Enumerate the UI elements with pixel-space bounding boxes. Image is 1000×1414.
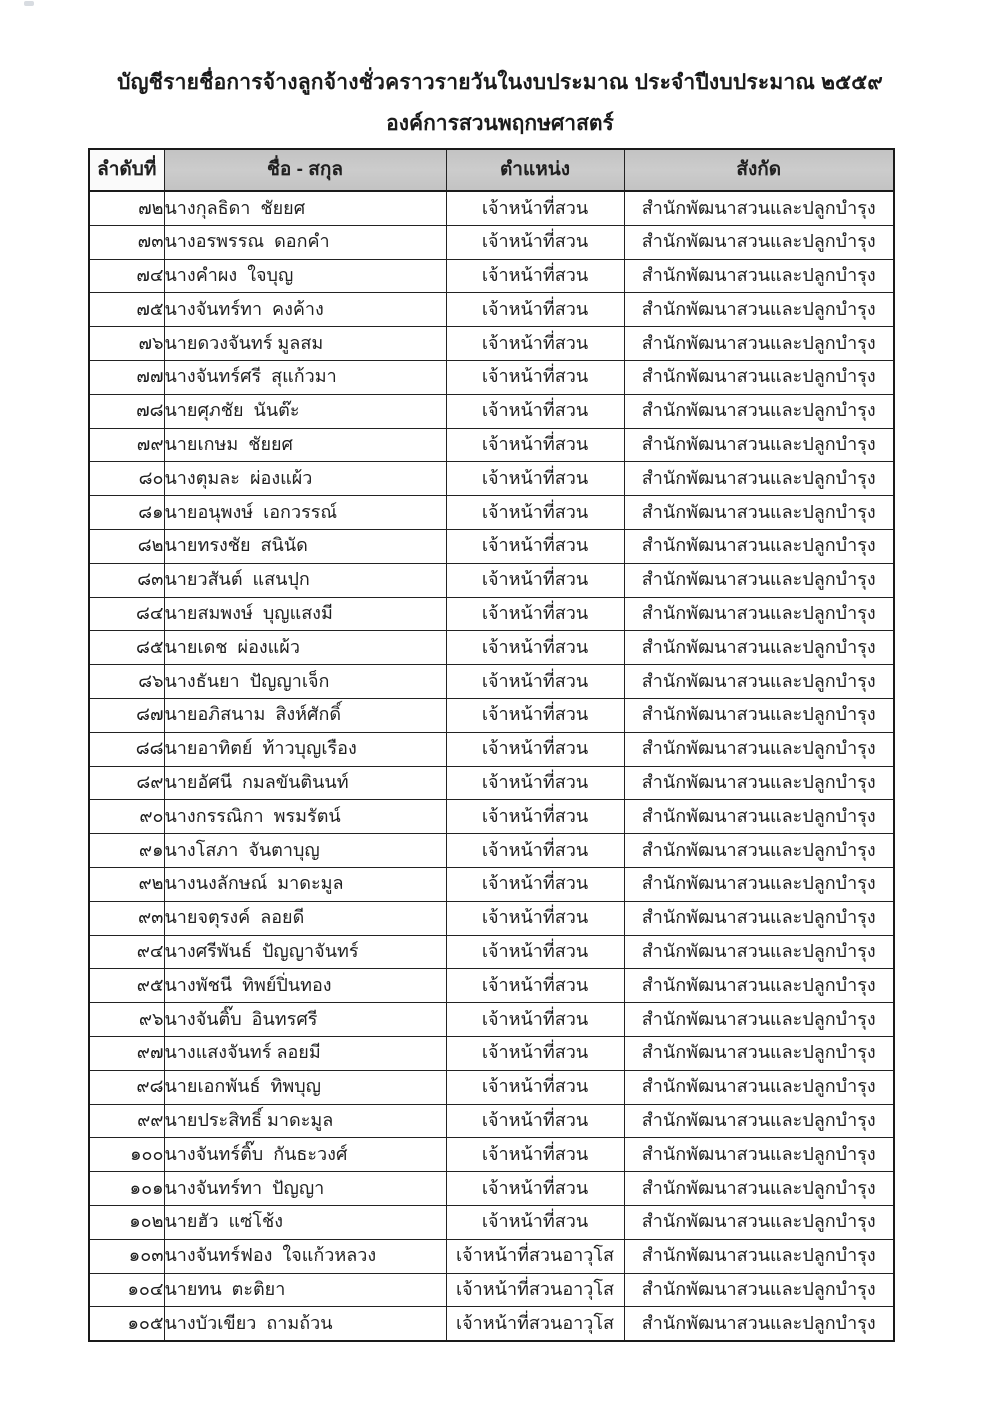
table-row	[89, 360, 894, 394]
position-cell: เจ้าหน้าที่สวน	[446, 1104, 624, 1138]
page-title: บัญชีรายชื่อการจ้างลูกจ้างชั่วคราวรายวันในงบประมาณ ประจำปีงบประมาณ ๒๕๕๙	[117, 71, 883, 94]
position-cell: เจ้าหน้าที่สวนอาวุโส	[446, 1239, 624, 1273]
table-row	[89, 631, 894, 665]
position-cell: เจ้าหน้าที่สวน	[446, 293, 624, 327]
table-row	[89, 327, 894, 361]
affiliation-cell: สำนักพัฒนาสวนและปลูกบำรุง	[624, 462, 894, 496]
order-number-cell: ๑๐๔	[89, 1273, 164, 1307]
order-number-cell: ๘๑	[89, 496, 164, 530]
affiliation-cell: สำนักพัฒนาสวนและปลูกบำรุง	[624, 360, 894, 394]
order-number-cell: ๙๒	[89, 867, 164, 901]
affiliation-cell: สำนักพัฒนาสวนและปลูกบำรุง	[624, 327, 894, 361]
name-cell: นางโสภา จันตาบุญ	[164, 834, 446, 868]
table-row	[89, 259, 894, 293]
order-number-cell: ๗๙	[89, 428, 164, 462]
order-number-cell: ๙๙	[89, 1104, 164, 1138]
name-cell: นางจันทร์ทา ปัญญา	[164, 1172, 446, 1206]
order-number-cell: ๙๑	[89, 834, 164, 868]
affiliation-cell: สำนักพัฒนาสวนและปลูกบำรุง	[624, 665, 894, 699]
table-row	[89, 394, 894, 428]
name-cell: นางศรีพันธ์ ปัญญาจันทร์	[164, 935, 446, 969]
name-cell: นางกุลธิดา ชัยยศ	[164, 191, 446, 225]
name-cell: นายเกษม ชัยยศ	[164, 428, 446, 462]
table-row	[89, 597, 894, 631]
table-row	[89, 293, 894, 327]
affiliation-cell: สำนักพัฒนาสวนและปลูกบำรุง	[624, 1205, 894, 1239]
table-row	[89, 665, 894, 699]
affiliation-cell: สำนักพัฒนาสวนและปลูกบำรุง	[624, 935, 894, 969]
order-number-cell: ๙๗	[89, 1036, 164, 1070]
name-cell: นายดวงจันทร์ มูลสม	[164, 327, 446, 361]
affiliation-cell: สำนักพัฒนาสวนและปลูกบำรุง	[624, 631, 894, 665]
name-cell: นางพัชนี ทิพย์ปิ่นทอง	[164, 969, 446, 1003]
name-cell: นางจันติ๊บ อินทรศรี	[164, 1003, 446, 1037]
affiliation-cell: สำนักพัฒนาสวนและปลูกบำรุง	[624, 293, 894, 327]
order-number-cell: ๙๔	[89, 935, 164, 969]
position-cell: เจ้าหน้าที่สวน	[446, 901, 624, 935]
name-cell: นางกรรณิกา พรมรัตน์	[164, 800, 446, 834]
order-number-cell: ๑๐๕	[89, 1307, 164, 1341]
position-cell: เจ้าหน้าที่สวน	[446, 800, 624, 834]
table-row	[89, 698, 894, 732]
position-cell: เจ้าหน้าที่สวน	[446, 969, 624, 1003]
name-cell: นายทน ตะติยา	[164, 1273, 446, 1307]
order-number-cell: ๙๘	[89, 1070, 164, 1104]
table-row	[89, 563, 894, 597]
order-number-cell: ๗๓	[89, 225, 164, 259]
position-cell: เจ้าหน้าที่สวน	[446, 867, 624, 901]
affiliation-cell: สำนักพัฒนาสวนและปลูกบำรุง	[624, 529, 894, 563]
order-number-cell: ๗๒	[89, 191, 164, 225]
table-row	[89, 800, 894, 834]
table-row	[89, 969, 894, 1003]
name-cell: นายศุภชัย นันต๊ะ	[164, 394, 446, 428]
order-number-cell: ๘๘	[89, 732, 164, 766]
affiliation-cell: สำนักพัฒนาสวนและปลูกบำรุง	[624, 428, 894, 462]
position-cell: เจ้าหน้าที่สวน	[446, 360, 624, 394]
column-header-order-no: ลำดับที่	[89, 149, 164, 191]
affiliation-cell: สำนักพัฒนาสวนและปลูกบำรุง	[624, 394, 894, 428]
table-row	[89, 834, 894, 868]
order-number-cell: ๗๕	[89, 293, 164, 327]
position-cell: เจ้าหน้าที่สวน	[446, 327, 624, 361]
table-row	[89, 1104, 894, 1138]
name-cell: นายประสิทธิ์ มาดะมูล	[164, 1104, 446, 1138]
order-number-cell: ๗๖	[89, 327, 164, 361]
order-number-cell: ๙๐	[89, 800, 164, 834]
table-row	[89, 1036, 894, 1070]
name-cell: นางจันทร์ทา คงค้าง	[164, 293, 446, 327]
affiliation-cell: สำนักพัฒนาสวนและปลูกบำรุง	[624, 597, 894, 631]
position-cell: เจ้าหน้าที่สวน	[446, 1205, 624, 1239]
position-cell: เจ้าหน้าที่สวน	[446, 631, 624, 665]
order-number-cell: ๘๕	[89, 631, 164, 665]
table-row	[89, 1070, 894, 1104]
position-cell: เจ้าหน้าที่สวน	[446, 462, 624, 496]
order-number-cell: ๑๐๐	[89, 1138, 164, 1172]
table-row	[89, 732, 894, 766]
table-row	[89, 1172, 894, 1206]
name-cell: นายอาทิตย์ ท้าวบุญเรือง	[164, 732, 446, 766]
table-row	[89, 462, 894, 496]
position-cell: เจ้าหน้าที่สวนอาวุโส	[446, 1307, 624, 1341]
table-row	[89, 935, 894, 969]
order-number-cell: ๘๗	[89, 698, 164, 732]
position-cell: เจ้าหน้าที่สวน	[446, 698, 624, 732]
table-row	[89, 1239, 894, 1273]
name-cell: นางจันทร์ฟอง ใจแก้วหลวง	[164, 1239, 446, 1273]
table-row	[89, 191, 894, 225]
name-cell: นายฮัว แซ่โช้ง	[164, 1205, 446, 1239]
table-row	[89, 1003, 894, 1037]
table-row	[89, 1273, 894, 1307]
affiliation-cell: สำนักพัฒนาสวนและปลูกบำรุง	[624, 496, 894, 530]
position-cell: เจ้าหน้าที่สวน	[446, 834, 624, 868]
column-header-name: ชื่อ - สกุล	[164, 149, 446, 191]
column-header-affiliation: สังกัด	[624, 149, 894, 191]
order-number-cell: ๗๘	[89, 394, 164, 428]
affiliation-cell: สำนักพัฒนาสวนและปลูกบำรุง	[624, 1273, 894, 1307]
name-cell: นายจตุรงค์ ลอยดี	[164, 901, 446, 935]
position-cell: เจ้าหน้าที่สวน	[446, 935, 624, 969]
affiliation-cell: สำนักพัฒนาสวนและปลูกบำรุง	[624, 1172, 894, 1206]
order-number-cell: ๙๕	[89, 969, 164, 1003]
affiliation-cell: สำนักพัฒนาสวนและปลูกบำรุง	[624, 732, 894, 766]
position-cell: เจ้าหน้าที่สวน	[446, 563, 624, 597]
name-cell: นายเดช ผ่องแผ้ว	[164, 631, 446, 665]
affiliation-cell: สำนักพัฒนาสวนและปลูกบำรุง	[624, 1104, 894, 1138]
name-cell: นายเอกพันธ์ ทิพบุญ	[164, 1070, 446, 1104]
position-cell: เจ้าหน้าที่สวน	[446, 1138, 624, 1172]
order-number-cell: ๑๐๓	[89, 1239, 164, 1273]
name-cell: นางตุมละ ผ่องแผ้ว	[164, 462, 446, 496]
order-number-cell: ๙๓	[89, 901, 164, 935]
name-cell: นางจันทร์ศรี สุแก้วมา	[164, 360, 446, 394]
affiliation-cell: สำนักพัฒนาสวนและปลูกบำรุง	[624, 867, 894, 901]
table-row	[89, 428, 894, 462]
affiliation-cell: สำนักพัฒนาสวนและปลูกบำรุง	[624, 766, 894, 800]
position-cell: เจ้าหน้าที่สวน	[446, 1172, 624, 1206]
order-number-cell: ๑๐๑	[89, 1172, 164, 1206]
affiliation-cell: สำนักพัฒนาสวนและปลูกบำรุง	[624, 901, 894, 935]
affiliation-cell: สำนักพัฒนาสวนและปลูกบำรุง	[624, 834, 894, 868]
table-row	[89, 1138, 894, 1172]
name-cell: นางคำผง ใจบุญ	[164, 259, 446, 293]
affiliation-cell: สำนักพัฒนาสวนและปลูกบำรุง	[624, 259, 894, 293]
order-number-cell: ๘๒	[89, 529, 164, 563]
table-row	[89, 1307, 894, 1341]
affiliation-cell: สำนักพัฒนาสวนและปลูกบำรุง	[624, 1036, 894, 1070]
position-cell: เจ้าหน้าที่สวน	[446, 191, 624, 225]
table-row	[89, 529, 894, 563]
page-subtitle: องค์การสวนพฤกษศาสตร์	[386, 112, 614, 135]
position-cell: เจ้าหน้าที่สวน	[446, 259, 624, 293]
name-cell: นางนงลักษณ์ มาดะมูล	[164, 867, 446, 901]
order-number-cell: ๑๐๒	[89, 1205, 164, 1239]
affiliation-cell: สำนักพัฒนาสวนและปลูกบำรุง	[624, 563, 894, 597]
position-cell: เจ้าหน้าที่สวน	[446, 1070, 624, 1104]
order-number-cell: ๘๐	[89, 462, 164, 496]
position-cell: เจ้าหน้าที่สวน	[446, 225, 624, 259]
position-cell: เจ้าหน้าที่สวน	[446, 1036, 624, 1070]
position-cell: เจ้าหน้าที่สวน	[446, 529, 624, 563]
order-number-cell: ๗๔	[89, 259, 164, 293]
table-row	[89, 766, 894, 800]
affiliation-cell: สำนักพัฒนาสวนและปลูกบำรุง	[624, 969, 894, 1003]
name-cell: นางแสงจันทร์ ลอยมี	[164, 1036, 446, 1070]
affiliation-cell: สำนักพัฒนาสวนและปลูกบำรุง	[624, 191, 894, 225]
position-cell: เจ้าหน้าที่สวน	[446, 428, 624, 462]
name-cell: นายอัศนี กมลขันตินนท์	[164, 766, 446, 800]
position-cell: เจ้าหน้าที่สวน	[446, 732, 624, 766]
affiliation-cell: สำนักพัฒนาสวนและปลูกบำรุง	[624, 1138, 894, 1172]
table-row	[89, 496, 894, 530]
affiliation-cell: สำนักพัฒนาสวนและปลูกบำรุง	[624, 800, 894, 834]
order-number-cell: ๘๓	[89, 563, 164, 597]
position-cell: เจ้าหน้าที่สวน	[446, 766, 624, 800]
affiliation-cell: สำนักพัฒนาสวนและปลูกบำรุง	[624, 698, 894, 732]
name-cell: นางจันทร์ติ๊บ กันธะวงศ์	[164, 1138, 446, 1172]
scan-artifact	[24, 1, 34, 6]
order-number-cell: ๗๗	[89, 360, 164, 394]
position-cell: เจ้าหน้าที่สวน	[446, 665, 624, 699]
order-number-cell: ๙๖	[89, 1003, 164, 1037]
header-row	[89, 149, 894, 191]
name-cell: นายสมพงษ์ บุญแสงมี	[164, 597, 446, 631]
position-cell: เจ้าหน้าที่สวน	[446, 597, 624, 631]
table-row	[89, 867, 894, 901]
position-cell: เจ้าหน้าที่สวน	[446, 394, 624, 428]
name-cell: นางบัวเขียว ถามถ้วน	[164, 1307, 446, 1341]
affiliation-cell: สำนักพัฒนาสวนและปลูกบำรุง	[624, 1307, 894, 1341]
position-cell: เจ้าหน้าที่สวนอาวุโส	[446, 1273, 624, 1307]
table-row	[89, 901, 894, 935]
position-cell: เจ้าหน้าที่สวน	[446, 1003, 624, 1037]
name-cell: นางอรพรรณ ดอกคำ	[164, 225, 446, 259]
name-cell: นายอนุพงษ์ เอกวรรณ์	[164, 496, 446, 530]
affiliation-cell: สำนักพัฒนาสวนและปลูกบำรุง	[624, 1070, 894, 1104]
table-row	[89, 225, 894, 259]
order-number-cell: ๘๙	[89, 766, 164, 800]
name-cell: นายทรงชัย สนินัด	[164, 529, 446, 563]
affiliation-cell: สำนักพัฒนาสวนและปลูกบำรุง	[624, 225, 894, 259]
affiliation-cell: สำนักพัฒนาสวนและปลูกบำรุง	[624, 1003, 894, 1037]
name-cell: นายวสันต์ แสนปุก	[164, 563, 446, 597]
affiliation-cell: สำนักพัฒนาสวนและปลูกบำรุง	[624, 1239, 894, 1273]
roster-table	[88, 148, 895, 1342]
roster-table-container	[88, 148, 893, 1342]
position-cell: เจ้าหน้าที่สวน	[446, 496, 624, 530]
name-cell: นางธันยา ปัญญาเจ็ก	[164, 665, 446, 699]
table-row	[89, 1205, 894, 1239]
name-cell: นายอภิสนาม สิงห์ศักดิ์	[164, 698, 446, 732]
order-number-cell: ๘๔	[89, 597, 164, 631]
order-number-cell: ๘๖	[89, 665, 164, 699]
column-header-position: ตำแหน่ง	[446, 149, 624, 191]
